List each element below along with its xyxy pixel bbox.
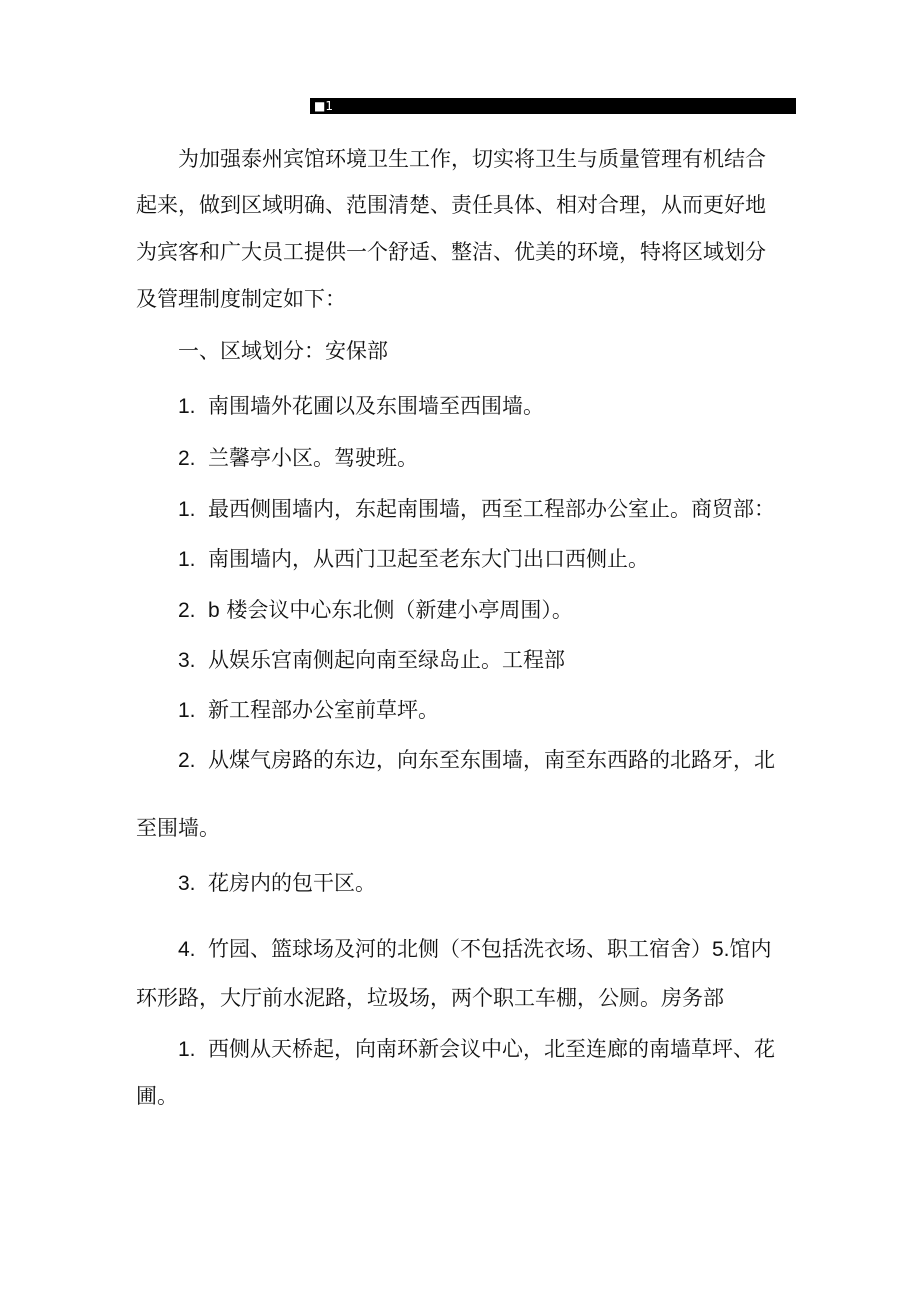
list-item	[178, 544, 649, 575]
item-text: 西侧从天桥起，向南环新会议中心，北至连廊的南墙草坪、花	[208, 1037, 775, 1061]
item-text: 南围墙内，从西门卫起至老东大门出口西侧止。	[208, 547, 649, 571]
list-item	[178, 1034, 775, 1065]
list-item	[178, 868, 376, 899]
list-item	[178, 934, 772, 965]
item-number: 1.	[178, 699, 196, 722]
item-number: 1.	[178, 548, 196, 571]
item-latin: b	[208, 599, 220, 622]
item-number: 3.	[178, 872, 196, 895]
item-text: 楼会议中心东北侧（新建小亭周围）。	[226, 598, 573, 622]
item-number: 2.	[178, 749, 196, 772]
item-text: 花房内的包干区。	[208, 871, 376, 895]
item-suffix-number: 5.	[712, 938, 730, 961]
item-number: 3.	[178, 649, 196, 672]
intro-line-2: 起来，做到区域明确、范围清楚、责任具体、相对合理，从而更好地	[136, 193, 766, 217]
list-item	[178, 595, 573, 626]
item-text: 竹园、篮球场及河的北侧（不包括洗衣场、职工宿舍）	[208, 937, 712, 961]
page-header-bar	[310, 98, 796, 114]
item-number: 2.	[178, 447, 196, 470]
item-text: 最西侧围墙内，东起南围墙，西至工程部办公室止。商贸部：	[208, 497, 775, 521]
list-item	[178, 494, 775, 525]
page-marker: ■1	[314, 99, 333, 113]
section-heading: 一、区域划分：安保部	[178, 339, 388, 363]
list-item	[178, 443, 418, 474]
list-item	[178, 695, 439, 726]
item-text: 南围墙外花圃以及东围墙至西围墙。	[208, 394, 544, 418]
intro-line-3: 为宾客和广大员工提供一个舒适、整洁、优美的环境，特将区域划分	[136, 240, 766, 264]
item-number: 4.	[178, 938, 196, 961]
item-text: 从娱乐宫南侧起向南至绿岛止。工程部	[208, 648, 565, 672]
intro-line-1: 为加强泰州宾馆环境卫生工作，切实将卫生与质量管理有机结合	[178, 147, 766, 171]
intro-line-4: 及管理制度制定如下：	[136, 287, 346, 311]
item-number: 1.	[178, 1038, 196, 1061]
item-number: 1.	[178, 498, 196, 521]
item-number: 1.	[178, 395, 196, 418]
list-item	[178, 391, 544, 422]
list-item-continuation: 环形路，大厅前水泥路，垃圾场，两个职工车棚，公厕。房务部	[136, 986, 724, 1010]
item-suffix-text: 馆内	[729, 937, 772, 961]
list-item	[178, 745, 775, 776]
item-text: 从煤气房路的东边，向东至东围墙，南至东西路的北路牙，北	[208, 748, 775, 772]
list-item-continuation: 至围墙。	[136, 816, 220, 840]
item-number: 2.	[178, 599, 196, 622]
item-text: 兰馨亭小区。驾驶班。	[208, 446, 418, 470]
item-text: 新工程部办公室前草坪。	[208, 698, 439, 722]
list-item-continuation: 圃。	[136, 1084, 178, 1108]
list-item	[178, 645, 565, 676]
